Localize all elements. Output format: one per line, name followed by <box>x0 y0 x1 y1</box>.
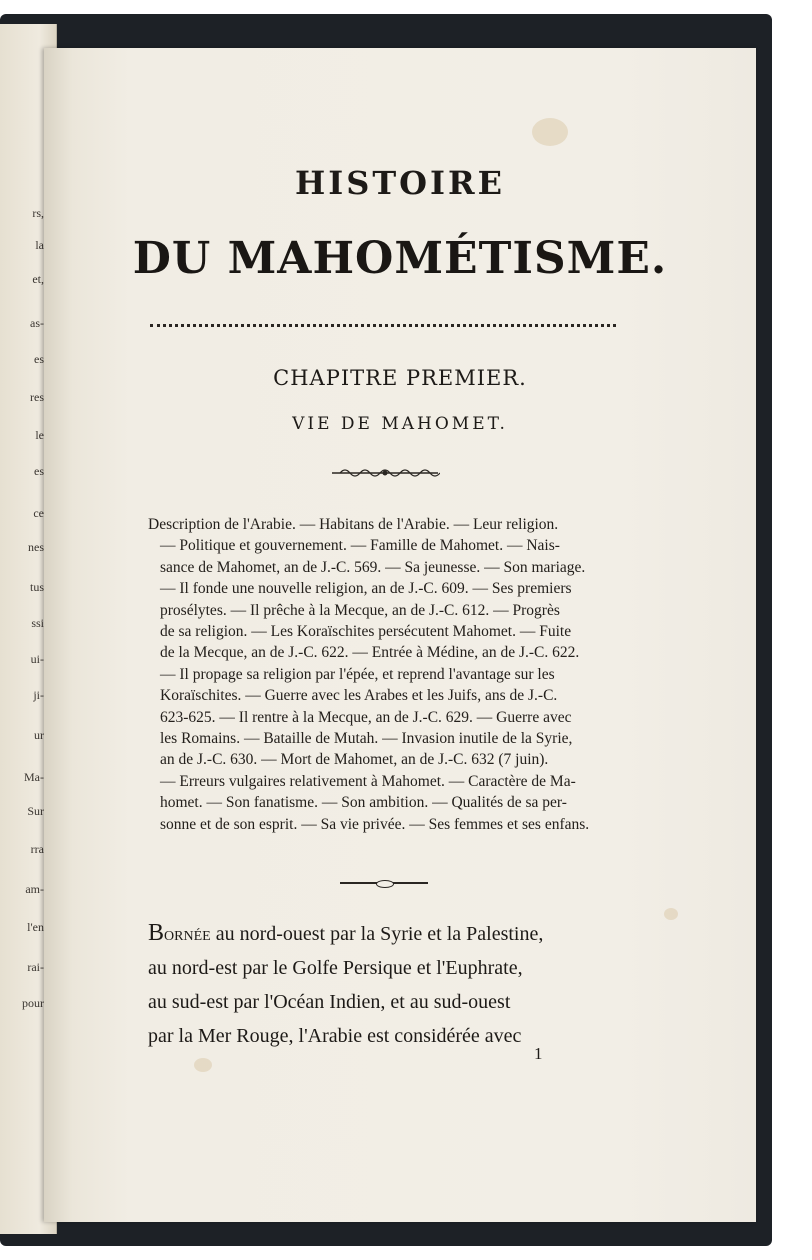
summary-line: — Politique et gouvernement. — Famille de Mahomet. — Nais- <box>160 537 560 555</box>
foxing-spot <box>194 1058 212 1072</box>
title-line-1: HISTOIRE <box>295 164 505 202</box>
back-page-fragment: tus <box>29 580 44 594</box>
book-page <box>44 48 756 1222</box>
summary-line: sonne et de son esprit. — Sa vie privée. — Ses femmes et ses enfans. <box>160 815 590 833</box>
foxing-spot <box>664 908 678 920</box>
body-line-first <box>148 916 624 951</box>
summary-line: sance de Mahomet, an de J.-C. 569. — Sa jeunesse. — Son mariage. <box>160 558 586 576</box>
back-page-fragment: ui- <box>30 652 44 666</box>
back-page-fragment: pour <box>22 996 44 1010</box>
summary-line: de la Mecque, an de J.-C. 622. — Entrée à Médine, an de J.-C. 622. <box>160 644 580 662</box>
back-page-fragment: ur <box>34 728 44 742</box>
summary-line: homet. — Son fanatisme. — Son ambition. — Qualités de sa per- <box>160 794 567 812</box>
back-page-fragment: rra <box>30 842 44 856</box>
body-line: au nord-est par le Golfe Persique et l'Euphrate, <box>148 957 523 979</box>
summary-line: — Il propage sa religion par l'épée, et reprend l'avantage sur les <box>160 665 555 683</box>
back-page-fragment: la <box>35 238 44 252</box>
drop-cap: B <box>148 920 165 946</box>
page-number: 1 <box>534 1044 543 1063</box>
back-page-fragment: ssi <box>31 616 44 630</box>
ornament-icon <box>330 466 440 480</box>
back-page-fragment: et, <box>32 272 44 286</box>
back-page-fragment: rai- <box>27 960 44 974</box>
chapter-summary <box>148 514 622 835</box>
body-line: au sud-est par l'Océan Indien, et au sud-ouest <box>148 991 511 1013</box>
back-page-fragment: le <box>35 428 44 442</box>
chapter-subheading: VIE DE MAHOMET. <box>292 414 508 434</box>
back-page-fragment: as- <box>30 316 44 330</box>
summary-line: an de J.-C. 630. — Mort de Mahomet, an de J.-C. 632 (7 juin). <box>160 751 549 769</box>
back-page-fragment: Ma- <box>24 770 44 784</box>
dotted-rule <box>150 324 616 327</box>
body-line: par la Mer Rouge, l'Arabie est considérée avec <box>148 1025 522 1047</box>
back-page-fragment: res <box>30 390 44 404</box>
back-page-fragment: Sur <box>27 804 44 818</box>
summary-line: prosélytes. — Il prêche à la Mecque, an de J.-C. 612. — Progrès <box>160 601 560 619</box>
body-text <box>148 916 624 1053</box>
back-page-fragment: nes <box>28 540 44 554</box>
back-page-fragment: rs, <box>32 206 44 220</box>
body-first-rest: au nord-ouest par la Syrie et la Palestine, <box>210 923 544 945</box>
section-divider <box>340 882 428 884</box>
summary-line: Description de l'Arabie. — Habitans de l'Arabie. — Leur religion. <box>148 516 559 533</box>
summary-line: 623-625. — Il rentre à la Mecque, an de J.-C. 629. — Guerre avec <box>160 708 572 726</box>
back-page-fragment: es <box>34 352 44 366</box>
back-page-fragment: ce <box>33 506 44 520</box>
summary-line: les Romains. — Bataille de Mutah. — Invasion inutile de la Syrie, <box>160 730 573 748</box>
back-page-fragment: es <box>34 464 44 478</box>
back-page-fragment: am- <box>25 882 44 896</box>
summary-line: Koraïschites. — Guerre avec les Arabes et les Juifs, ans de J.-C. <box>160 687 558 705</box>
back-page-fragment: l'en <box>27 920 44 934</box>
summary-line: de sa religion. — Les Koraïschites persécutent Mahomet. — Fuite <box>160 623 572 641</box>
back-page-fragment: ji- <box>33 688 44 702</box>
title-line-2: DU MAHOMÉTISME. <box>132 233 668 284</box>
summary-line: — Erreurs vulgaires relativement à Mahomet. — Caractère de Ma- <box>160 772 576 790</box>
foxing-spot <box>532 118 568 146</box>
body-smallcaps: ornée <box>164 923 211 945</box>
summary-line: — Il fonde une nouvelle religion, an de J.-C. 609. — Ses premiers <box>160 580 572 598</box>
chapter-heading: CHAPITRE PREMIER. <box>273 366 527 390</box>
